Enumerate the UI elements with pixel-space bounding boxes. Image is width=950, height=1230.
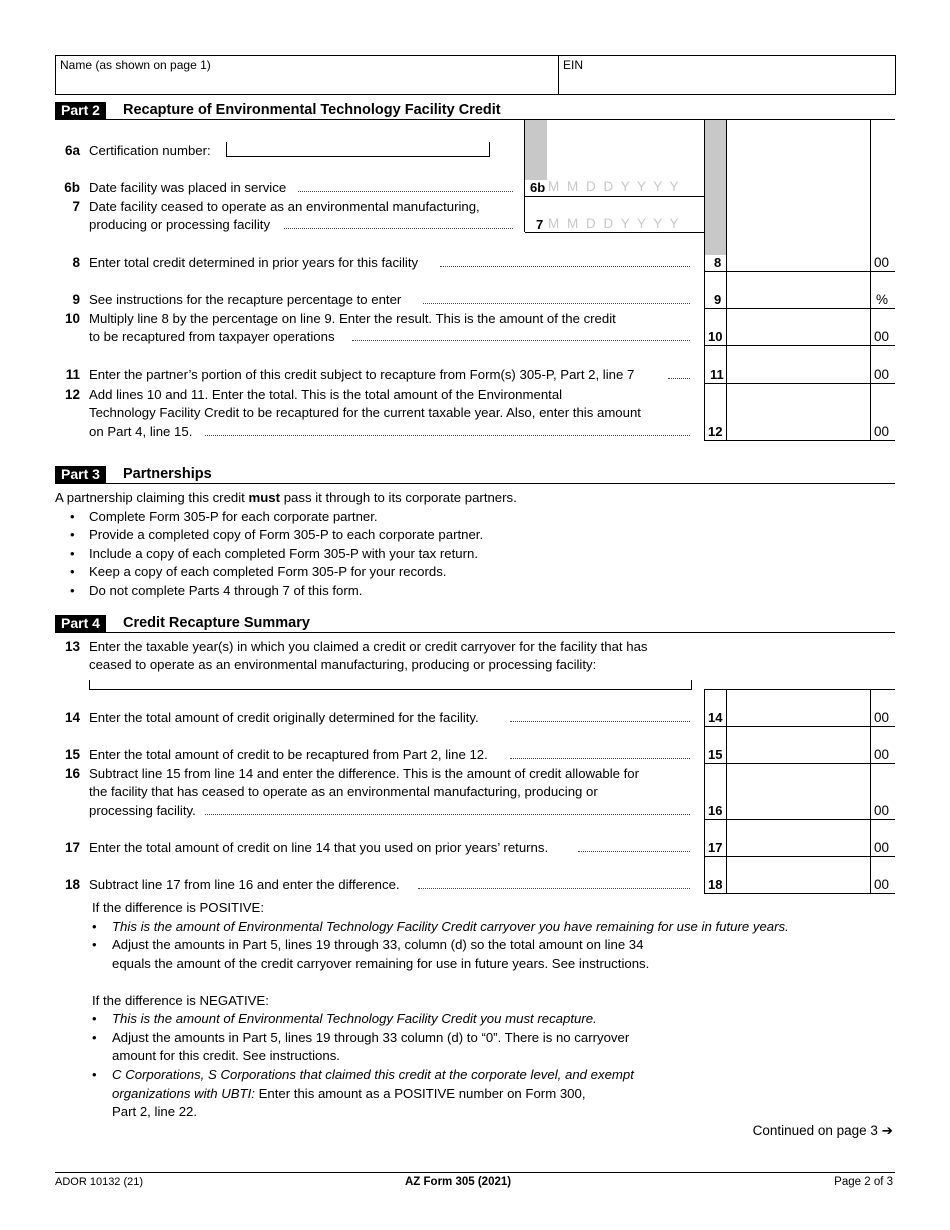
- p4-amount-col-cents: [870, 689, 871, 894]
- line-6a-text: Certification number:: [89, 143, 211, 158]
- line-16-cents: 00: [874, 803, 890, 818]
- line-14-number: 14: [64, 710, 80, 725]
- line-12-text-3: on Part 4, line 15.: [89, 424, 193, 439]
- part2-label: Part 2: [55, 102, 106, 119]
- line-17-cents: 00: [874, 840, 890, 855]
- line-6b-date-underline: [525, 196, 705, 197]
- negative-bullet-3-line-3: Part 2, line 22.: [112, 1104, 198, 1119]
- line-17-text: Enter the total amount of credit on line 14 that you used on prior years’ returns.: [89, 840, 549, 855]
- line-18-leader: [418, 888, 690, 889]
- line-14-underline: [704, 726, 895, 727]
- line-16-text-2: the facility that has ceased to operate as an environmental manufacturing, producing or: [89, 784, 598, 799]
- ein-label: EIN: [563, 58, 584, 72]
- footer-rule: [55, 1172, 895, 1173]
- line-12-text-1: Add lines 10 and 11. Enter the total. This is the total amount of the Environmental: [89, 387, 563, 402]
- part3-bullet-3: Include a copy of each completed Form 305-P with your tax return.: [89, 546, 478, 561]
- positive-bullet-2-dot: •: [92, 937, 97, 952]
- part4-label: Part 4: [55, 615, 106, 632]
- line-18-underline: [704, 893, 895, 894]
- line-18-cents: 00: [874, 877, 890, 892]
- line-15-box-label: 15: [708, 747, 723, 762]
- line-7-text-2: producing or processing facility: [89, 217, 271, 232]
- line-8-number: 8: [72, 255, 80, 270]
- line-7-text-1: Date facility ceased to operate as an environmental manufacturing,: [89, 199, 480, 214]
- p4-amount-col-left: [704, 689, 705, 894]
- part3-bullet-2: Provide a completed copy of Form 305-P to each corporate partner.: [89, 527, 484, 542]
- part4-title: Credit Recapture Summary: [123, 615, 310, 631]
- line-14-cents: 00: [874, 710, 890, 725]
- line-17-box-label: 17: [708, 840, 723, 855]
- line-6b-box-label: 6b: [530, 180, 546, 195]
- line-6b-number: 6b: [64, 180, 80, 195]
- line-15-cents: 00: [874, 747, 890, 762]
- amount-col-left: [704, 120, 705, 441]
- line-10-text-2: to be recaptured from taxpayer operations: [89, 329, 335, 344]
- line-16-amount-input[interactable]: [728, 800, 868, 818]
- grey-column-amounts: [705, 120, 726, 255]
- continued-note: Continued on page 3 ➔: [752, 1123, 893, 1138]
- line-9-number: 9: [72, 292, 80, 307]
- line-11-leader: [668, 378, 690, 379]
- line-16-leader: [205, 814, 690, 815]
- positive-bullet-2-line-2: equals the amount of the credit carryover remaining for use in future years. See instructions.: [112, 956, 650, 971]
- line-16-number: 16: [64, 766, 80, 781]
- line-11-underline: [704, 383, 895, 384]
- line-14-box-label: 14: [708, 710, 723, 725]
- part3-bullet-2-dot: •: [70, 527, 75, 542]
- ein-field[interactable]: [561, 72, 891, 92]
- line-11-text: Enter the partner’s portion of this credit subject to recapture from Form(s) 305-P, Part 2, line 7: [89, 367, 635, 382]
- line-16-box-label: 16: [708, 803, 723, 818]
- line-8-cents: 00: [874, 255, 890, 270]
- certification-number-input[interactable]: [226, 142, 490, 157]
- part3-bullet-4: Keep a copy of each completed Form 305-P for your records.: [89, 564, 447, 579]
- positive-bullet-2-line-1: Adjust the amounts in Part 5, lines 19 through 33, column (d) so the total amount on line 34: [112, 937, 644, 952]
- line-16-text-1: Subtract line 15 from line 14 and enter the difference. This is the amount of credit allowable for: [89, 766, 640, 781]
- part3-bullet-1-dot: •: [70, 509, 75, 524]
- amount-col-cents: [870, 120, 871, 441]
- line-16-text-3: processing facility.: [89, 803, 196, 818]
- negative-bullet-3-line-2: organizations with UBTI: Enter this amount as a POSITIVE number on Form 300,: [112, 1086, 586, 1101]
- footer-page-number: Page 2 of 3: [834, 1176, 893, 1188]
- line-14-amount-input[interactable]: [728, 707, 868, 725]
- line-17-leader: [578, 851, 690, 852]
- line-6b-leader: [298, 191, 513, 192]
- line-11-number: 11: [65, 367, 80, 382]
- line-7-date-underline: [525, 232, 705, 233]
- name-label: Name (as shown on page 1): [60, 58, 211, 72]
- line-17-number: 17: [64, 840, 80, 855]
- part3-rule: [55, 483, 895, 484]
- negative-bullet-1: This is the amount of Environmental Technology Facility Credit you must recapture.: [112, 1011, 597, 1026]
- line-13-text-1: Enter the taxable year(s) in which you claimed a credit or credit carryover for the facility that has: [89, 639, 648, 654]
- line-15-number: 15: [64, 747, 80, 762]
- line-18-amount-input[interactable]: [728, 874, 868, 892]
- line-9-percent-input[interactable]: [728, 289, 868, 307]
- line-17-amount-input[interactable]: [728, 837, 868, 855]
- line-10-box-label: 10: [708, 329, 723, 344]
- grey-column-dates: [525, 120, 547, 180]
- part4-rule: [55, 632, 895, 633]
- line-16-underline: [704, 819, 895, 820]
- line-7-number: 7: [72, 199, 80, 214]
- line-9-box-label: 9: [714, 292, 722, 307]
- part3-bullet-4-dot: •: [70, 564, 75, 579]
- line-9-underline: [704, 308, 895, 309]
- p4-amount-col-mid: [726, 689, 727, 894]
- line-13-number: 13: [64, 639, 80, 654]
- line-15-amount-input[interactable]: [728, 744, 868, 762]
- line-12-underline: [704, 440, 895, 441]
- negative-bullet-2-line-2: amount for this credit. See instructions.: [112, 1048, 340, 1063]
- part3-bullet-5-dot: •: [70, 583, 75, 598]
- part2-title: Recapture of Environmental Technology Facility Credit: [123, 102, 501, 118]
- line-7-date-input[interactable]: M M D D Y Y Y Y: [548, 216, 681, 231]
- line-14-text: Enter the total amount of credit originally determined for the facility.: [89, 710, 479, 725]
- part3-title: Partnerships: [123, 466, 212, 482]
- part3-bullet-1: Complete Form 305-P for each corporate partner.: [89, 509, 378, 524]
- line-6b-date-input[interactable]: M M D D Y Y Y Y: [548, 179, 681, 194]
- line-9-text: See instructions for the recapture percentage to enter: [89, 292, 402, 307]
- dates-col-left: [524, 120, 525, 232]
- negative-bullet-1-dot: •: [92, 1011, 97, 1026]
- line-15-text: Enter the total amount of credit to be recaptured from Part 2, line 12.: [89, 747, 488, 762]
- part3-bullet-3-dot: •: [70, 546, 75, 561]
- line-9-leader: [423, 303, 690, 304]
- positive-bullet-1-dot: •: [92, 919, 97, 934]
- negative-bullet-3-line-1: C Corporations, S Corporations that claimed this credit at the corporate level, and exempt: [112, 1067, 634, 1082]
- negative-bullet-2-line-1: Adjust the amounts in Part 5, lines 19 through 33 column (d) to “0”. There is no carryover: [112, 1030, 630, 1045]
- line-12-amount-input[interactable]: [728, 421, 868, 439]
- line-9-percent-sign: %: [876, 292, 889, 307]
- line-8-box-label: 8: [714, 255, 722, 270]
- line-12-number: 12: [64, 387, 80, 402]
- line-12-text-2: Technology Facility Credit to be recaptured for the current taxable year. Also, enter this amount: [89, 405, 641, 420]
- part3-intro: A partnership claiming this credit must pass it through to its corporate partners.: [55, 490, 517, 505]
- negative-bullet-3-dot: •: [92, 1067, 97, 1082]
- line-18-text: Subtract line 17 from line 16 and enter the difference.: [89, 877, 400, 892]
- line-10-cents: 00: [874, 329, 890, 344]
- footer-form-title: AZ Form 305 (2021): [405, 1176, 512, 1188]
- line-10-underline: [704, 345, 895, 346]
- name-ein-divider: [558, 55, 559, 94]
- line-10-number: 10: [64, 311, 80, 326]
- line-7-box-label: 7: [536, 217, 544, 232]
- line-11-cents: 00: [874, 367, 890, 382]
- line-10-amount-input[interactable]: [728, 326, 868, 344]
- line-13-text-2: ceased to operate as an environmental manufacturing, producing or processing facility:: [89, 657, 597, 672]
- line-10-leader: [352, 340, 690, 341]
- line-8-text: Enter total credit determined in prior years for this facility: [89, 255, 419, 270]
- line-8-leader: [440, 266, 690, 267]
- line-18-box-label: 18: [708, 877, 723, 892]
- line-11-box-label: 11: [710, 367, 724, 382]
- line-7-leader: [284, 228, 513, 229]
- line-6b-text: Date facility was placed in service: [89, 180, 287, 195]
- line-12-box-label: 12: [708, 424, 723, 439]
- line-11-amount-input[interactable]: [728, 364, 868, 382]
- part3-bullet-5: Do not complete Parts 4 through 7 of this form.: [89, 583, 363, 598]
- name-field[interactable]: [57, 72, 555, 92]
- line-8-underline: [704, 271, 895, 272]
- line-18-number: 18: [64, 877, 80, 892]
- line-12-cents: 00: [874, 424, 890, 439]
- line-15-leader: [510, 758, 690, 759]
- p4-amount-top: [704, 689, 895, 690]
- negative-heading: If the difference is NEGATIVE:: [92, 993, 269, 1008]
- amount-col-mid: [726, 120, 727, 441]
- positive-bullet-1: This is the amount of Environmental Technology Facility Credit carryover you have remaining for use in future years.: [112, 919, 789, 934]
- footer-form-code: ADOR 10132 (21): [55, 1176, 144, 1188]
- line-15-underline: [704, 763, 895, 764]
- line-14-leader: [510, 721, 690, 722]
- line-17-underline: [704, 856, 895, 857]
- line-8-amount-input[interactable]: [728, 252, 868, 270]
- taxable-years-input[interactable]: [89, 680, 692, 690]
- part3-label: Part 3: [55, 466, 106, 483]
- negative-bullet-2-dot: •: [92, 1030, 97, 1045]
- line-10-text-1: Multiply line 8 by the percentage on line 9. Enter the result. This is the amount of the credit: [89, 311, 616, 326]
- line-12-leader: [205, 435, 690, 436]
- part2-rule: [55, 119, 895, 120]
- line-6a-number: 6a: [64, 143, 80, 158]
- positive-heading: If the difference is POSITIVE:: [92, 900, 265, 915]
